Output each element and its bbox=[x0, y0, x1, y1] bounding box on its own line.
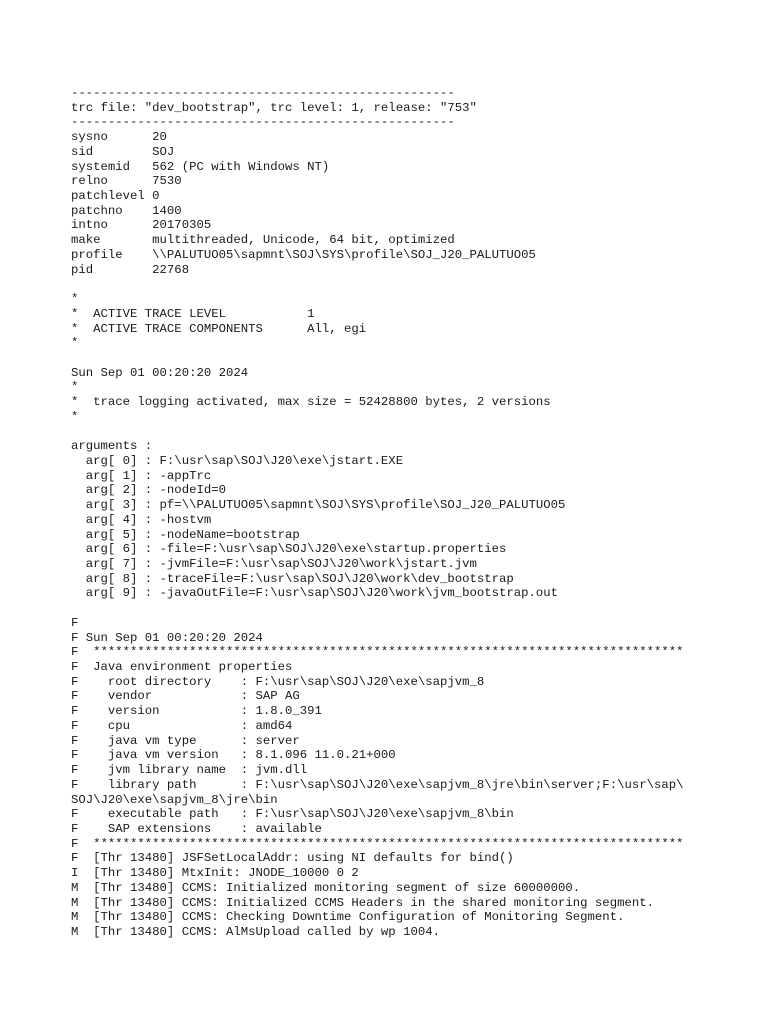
java-property-line: F cpu : amd64 bbox=[71, 718, 293, 733]
log-entry-line: M [Thr 13480] CCMS: AlMsUpload called by wp 1004. bbox=[71, 924, 440, 939]
java-property-continuation: SOJ\J20\exe\sapjvm_8\jre\bin bbox=[71, 792, 278, 807]
blank-line bbox=[71, 425, 751, 440]
java-property-line: F executable path : F:\usr\sap\SOJ\J20\exe\sapjvm_8\bin bbox=[71, 807, 514, 822]
argument-line: arg[ 0] : F:\usr\sap\SOJ\J20\exe\jstart.EXE bbox=[71, 453, 404, 468]
arguments-heading: arguments : bbox=[71, 439, 153, 454]
asterisk-separator-line: F ******************************************************************************** bbox=[71, 645, 684, 660]
log-entry-line: F [Thr 13480] JSFSetLocalAddr: using NI defaults for bind() bbox=[71, 851, 514, 866]
star-line: * bbox=[71, 409, 79, 424]
java-property-line: F version : 1.8.0_391 bbox=[71, 704, 322, 719]
trace-file-header: trc file: "dev_bootstrap", trc level: 1, release: "753" bbox=[71, 100, 477, 115]
argument-line: arg[ 5] : -nodeName=bootstrap bbox=[71, 527, 300, 542]
blank-line bbox=[71, 351, 751, 366]
timestamp-line: F Sun Sep 01 00:20:20 2024 bbox=[71, 630, 263, 645]
pid-line: pid 22768 bbox=[71, 262, 190, 277]
active-trace-level-line: * ACTIVE TRACE LEVEL 1 bbox=[71, 306, 315, 321]
log-entry-line: M [Thr 13480] CCMS: Initialized monitoring segment of size 60000000. bbox=[71, 880, 581, 895]
argument-line: arg[ 7] : -jvmFile=F:\usr\sap\SOJ\J20\work\jstart.jvm bbox=[71, 557, 477, 571]
blank-line bbox=[71, 601, 751, 616]
java-property-line: F library path : F:\usr\sap\SOJ\J20\exe\sapjvm_8\jre\bin\server;F:\usr\sap\ bbox=[71, 777, 684, 792]
star-line: * bbox=[71, 380, 79, 395]
java-env-heading: F Java environment properties bbox=[71, 660, 293, 675]
timestamp-line: Sun Sep 01 00:20:20 2024 bbox=[71, 365, 249, 380]
star-line: * bbox=[71, 292, 79, 307]
java-property-line: F SAP extensions : available bbox=[71, 821, 322, 836]
relno-line: relno 7530 bbox=[71, 174, 182, 189]
patchlevel-line: patchlevel 0 bbox=[71, 189, 160, 204]
separator-line: ---------------------------------------------------- bbox=[71, 115, 455, 130]
profile-line: profile \\PALUTUO05\sapmnt\SOJ\SYS\profile\SOJ_J20_PALUTUO05 bbox=[71, 247, 536, 262]
trace-logging-line: * trace logging activated, max size = 52428800 bytes, 2 versions bbox=[71, 395, 551, 410]
log-entry-line: M [Thr 13480] CCMS: Checking Downtime Configuration of Monitoring Segment. bbox=[71, 910, 625, 925]
systemid-line: systemid 562 (PC with Windows NT) bbox=[71, 159, 330, 174]
java-property-line: F root directory : F:\usr\sap\SOJ\J20\exe\sapjvm_8 bbox=[71, 674, 485, 689]
intno-line: intno 20170305 bbox=[71, 218, 212, 233]
trace-log-document bbox=[71, 86, 751, 940]
argument-line: arg[ 9] : -javaOutFile=F:\usr\sap\SOJ\J20\work\jvm_bootstrap.out bbox=[71, 586, 559, 601]
blank-line bbox=[71, 277, 751, 292]
log-entry-line: F bbox=[71, 615, 79, 630]
argument-line: arg[ 2] : -nodeId=0 bbox=[71, 483, 226, 498]
log-entry-line: M [Thr 13480] CCMS: Initialized CCMS Headers in the shared monitoring segment. bbox=[71, 895, 654, 910]
java-property-line: F vendor : SAP AG bbox=[71, 689, 300, 704]
java-property-line: F jvm library name : jvm.dll bbox=[71, 763, 308, 778]
make-line: make multithreaded, Unicode, 64 bit, optimized bbox=[71, 233, 455, 248]
separator-line: ---------------------------------------------------- bbox=[71, 86, 455, 100]
active-trace-components-line: * ACTIVE TRACE COMPONENTS All, egi bbox=[71, 321, 367, 336]
argument-line: arg[ 1] : -appTrc bbox=[71, 468, 212, 483]
argument-line: arg[ 3] : pf=\\PALUTUO05\sapmnt\SOJ\SYS\profile\SOJ_J20_PALUTUO05 bbox=[71, 498, 566, 513]
asterisk-separator-line: F ******************************************************************************** bbox=[71, 836, 684, 851]
argument-line: arg[ 6] : -file=F:\usr\sap\SOJ\J20\exe\startup.properties bbox=[71, 542, 507, 557]
star-line: * bbox=[71, 336, 79, 351]
patchno-line: patchno 1400 bbox=[71, 203, 182, 218]
sysno-line: sysno 20 bbox=[71, 130, 167, 145]
java-property-line: F java vm type : server bbox=[71, 733, 300, 748]
argument-line: arg[ 4] : -hostvm bbox=[71, 512, 212, 527]
argument-line: arg[ 8] : -traceFile=F:\usr\sap\SOJ\J20\work\dev_bootstrap bbox=[71, 571, 514, 586]
log-entry-line: I [Thr 13480] MtxInit: JNODE_10000 0 2 bbox=[71, 866, 359, 881]
java-property-line: F java vm version : 8.1.096 11.0.21+000 bbox=[71, 748, 396, 763]
sid-line: sid SOJ bbox=[71, 144, 175, 159]
